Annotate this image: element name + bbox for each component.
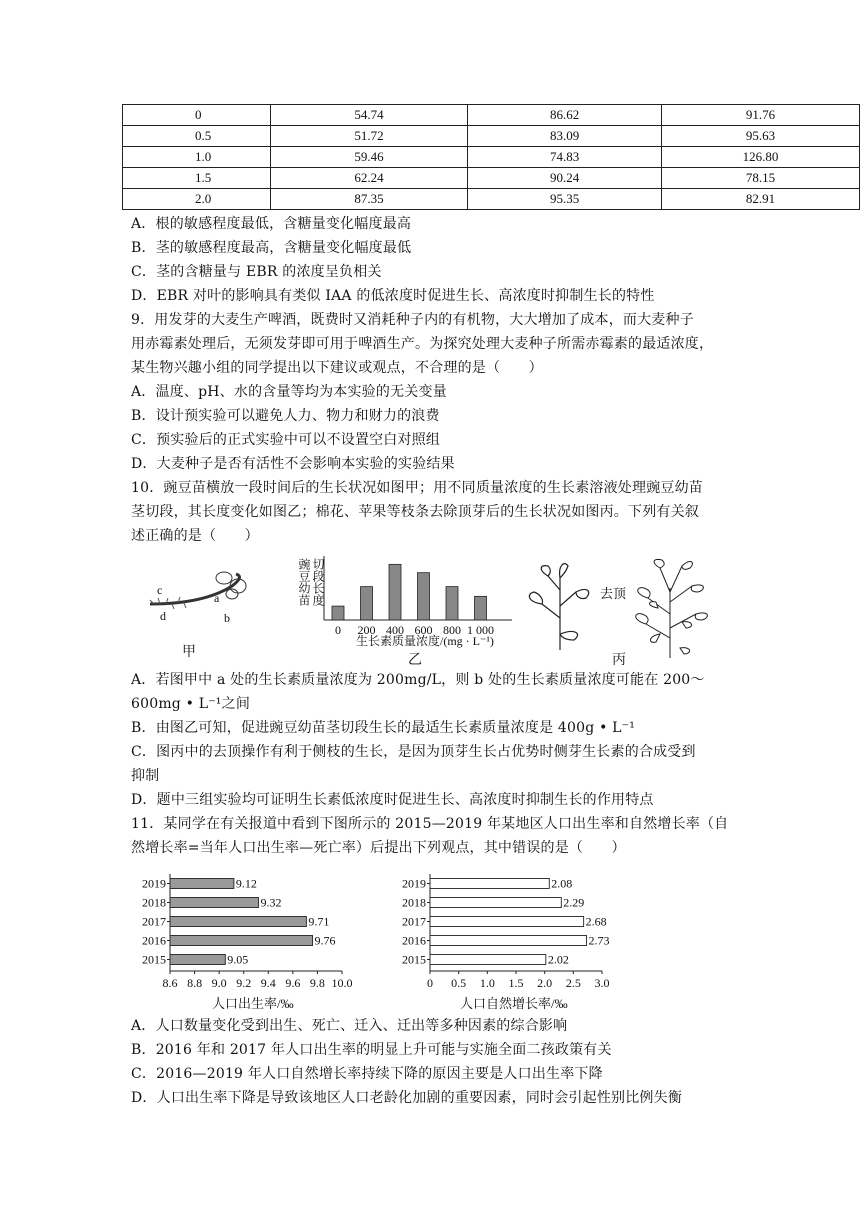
table-cell: 54.74 xyxy=(270,105,468,126)
table-cell: 74.83 xyxy=(468,147,662,168)
bing-label: 丙 xyxy=(612,653,626,666)
birth-x-tick-label: 8.8 xyxy=(187,976,203,990)
q11-option-a: A．人口数量变化受到出生、死亡、迁入、迁出等多种因素的综合影响 xyxy=(131,1018,568,1034)
birth-bar xyxy=(170,898,258,908)
q10-option-a-line2: 600mg • L⁻¹之间 xyxy=(131,696,251,712)
table-row xyxy=(123,147,860,168)
figure-bing xyxy=(520,558,720,666)
birth-value-label: 9.05 xyxy=(227,952,249,967)
table-row xyxy=(123,105,860,126)
yi-bar xyxy=(332,606,344,620)
birth-value-label: 9.12 xyxy=(235,876,257,891)
jia-letter-b: b xyxy=(224,611,230,625)
table-cell: 78.15 xyxy=(662,168,860,189)
birth-x-tick-label: 9.4 xyxy=(260,976,276,990)
table-row xyxy=(123,126,860,147)
q9-option-d: D．大麦种子是否有活性不会影响本实验的实验结果 xyxy=(131,456,455,472)
birth-value-label: 9.32 xyxy=(260,895,282,910)
yi-label: 乙 xyxy=(408,653,422,668)
yi-bar xyxy=(389,564,401,620)
growth-bar xyxy=(430,917,584,927)
table-cell: 86.62 xyxy=(468,105,662,126)
birth-year-label: 2019 xyxy=(142,876,166,891)
jia-letter-c: c xyxy=(157,583,163,597)
growth-rate-chart xyxy=(388,868,628,1012)
table-cell: 95.63 xyxy=(662,126,860,147)
q9-stem-line1: 9．用发芽的大麦生产啤酒，既费时又消耗种子内的有机物，大大增加了成本，而大麦种子 xyxy=(131,312,694,328)
table-row xyxy=(123,168,860,189)
plant-before xyxy=(529,564,588,650)
growth-x-tick-label: 1.5 xyxy=(508,976,524,990)
yi-tick-label: 400 xyxy=(386,623,404,637)
figure-jia xyxy=(140,560,280,664)
q9-stem-line2: 用赤霉素处理后，无须发芽即可用于啤酒生产。为探究处理大麦种子所需赤霉素的最适浓度， xyxy=(131,336,714,352)
birth-value-label: 9.76 xyxy=(314,933,336,948)
birth-year-label: 2016 xyxy=(142,933,166,948)
q10-stem-line3: 述正确的是（ ） xyxy=(131,528,259,544)
table-cell: 0 xyxy=(123,105,271,126)
q8-option-a: A．根的敏感程度最低，含糖量变化幅度最高 xyxy=(131,216,412,232)
growth-year-label: 2017 xyxy=(402,914,426,929)
growth-value-label: 2.73 xyxy=(588,933,610,948)
birth-x-tick-label: 8.6 xyxy=(162,976,178,990)
cut-label: 去顶 xyxy=(600,586,627,601)
yi-ylabel-line1: 豌豆幼苗 xyxy=(297,558,311,606)
birth-bar xyxy=(170,936,313,946)
q11-option-b: B．2016 年和 2017 年人口出生率的明显上升可能与实施全面二孩政策有关 xyxy=(131,1042,612,1058)
yi-bar xyxy=(418,573,430,620)
growth-year-label: 2019 xyxy=(402,876,426,891)
yi-tick-label: 1 000 xyxy=(467,623,494,637)
yi-tick-label: 200 xyxy=(357,623,376,637)
data-table xyxy=(122,104,860,210)
q8-option-c: C．茎的含糖量与 EBR 的浓度呈负相关 xyxy=(131,264,382,280)
growth-value-label: 2.02 xyxy=(547,952,569,967)
q10-option-c-line1: C．图丙中的去顶操作有利于侧枝的生长，是因为顶芽生长占优势时侧芽生长素的合成受到 xyxy=(131,744,696,760)
yi-ylabel-line2: 切段长度 xyxy=(311,558,325,606)
q10-option-d: D．题中三组实验均可证明生长素低浓度时促进生长、高浓度时抑制生长的作用特点 xyxy=(131,792,654,808)
yi-bar xyxy=(475,596,487,620)
growth-x-tick-label: 2.0 xyxy=(537,976,553,990)
figure-yi xyxy=(280,548,520,668)
table-cell: 51.72 xyxy=(270,126,468,147)
plant-after xyxy=(636,559,708,658)
yi-bar xyxy=(361,587,373,620)
growth-bar xyxy=(430,898,561,908)
growth-x-tick-label: 0.5 xyxy=(451,976,467,990)
q10-option-b: B．由图乙可知，促进豌豆幼苗茎切段生长的最适生长素质量浓度是 400g • L⁻¹ xyxy=(131,720,636,736)
q11-stem-line1: 11．某同学在有关报道中看到下图所示的 2015—2019 年某地区人口出生率和自然增长率（自 xyxy=(131,816,729,832)
growth-rate-plot xyxy=(402,874,610,990)
birth-rate-plot xyxy=(142,874,353,990)
growth-year-label: 2018 xyxy=(402,895,426,910)
yi-tick-label: 0 xyxy=(335,623,341,637)
table-cell: 90.24 xyxy=(468,168,662,189)
growth-x-tick-label: 0 xyxy=(427,976,433,990)
table-cell: 82.91 xyxy=(662,189,860,210)
yi-xlabel: 生长素质量浓度/(mg · L⁻¹) xyxy=(356,634,494,648)
q9-option-c: C．预实验后的正式实验中可以不设置空白对照组 xyxy=(131,432,441,448)
birth-x-tick-label: 9.2 xyxy=(236,976,252,990)
q10-stem-line2: 茎切段，其长度变化如图乙；棉花、苹果等枝条去除顶芽后的生长状况如图丙。下列有关叙 xyxy=(131,504,699,520)
jia-letter-d: d xyxy=(160,609,166,623)
table-cell: 1.5 xyxy=(123,168,271,189)
table-cell: 0.5 xyxy=(123,126,271,147)
birth-x-tick-label: 9.0 xyxy=(211,976,227,990)
q11-option-d: D．人口出生率下降是导致该地区人口老龄化加剧的重要因素，同时会引起性别比例失衡 xyxy=(131,1090,683,1106)
growth-value-label: 2.08 xyxy=(551,876,573,891)
growth-bar xyxy=(430,936,587,946)
q11-option-c: C．2016—2019 年人口自然增长率持续下降的原因主要是人口出生率下降 xyxy=(131,1066,603,1082)
growth-year-label: 2016 xyxy=(402,933,426,948)
birth-rate-xlabel: 人口出生率/‰ xyxy=(212,996,294,1011)
table-cell: 91.76 xyxy=(662,105,860,126)
yi-tick-label: 800 xyxy=(443,623,461,637)
jia-label: 甲 xyxy=(182,645,196,660)
yi-plot xyxy=(324,556,512,637)
birth-bar xyxy=(170,879,234,889)
yi-tick-label: 600 xyxy=(414,623,433,637)
birth-bar xyxy=(170,917,306,927)
q10-stem-line1: 10．豌豆苗横放一段时间后的生长状况如图甲；用不同质量浓度的生长素溶液处理豌豆幼苗 xyxy=(131,480,704,496)
q10-option-a-line1: A．若图甲中 a 处的生长素质量浓度为 200mg/L，则 b 处的生长素质量浓度可能在 200～ xyxy=(131,672,705,688)
table-cell: 1.0 xyxy=(123,147,271,168)
growth-bar xyxy=(430,955,546,965)
growth-bar xyxy=(430,879,549,889)
table-cell: 95.35 xyxy=(468,189,662,210)
growth-rate-xlabel: 人口自然增长率/‰ xyxy=(460,996,568,1011)
q8-option-b: B．茎的敏感程度最高，含糖量变化幅度最低 xyxy=(131,240,412,256)
birth-year-label: 2018 xyxy=(142,895,166,910)
seedling-leaf-1 xyxy=(216,572,232,584)
birth-x-tick-label: 10.0 xyxy=(331,976,353,990)
birth-rate-chart xyxy=(128,868,368,1012)
q8-option-d: D．EBR 对叶的影响具有类似 IAA 的低浓度时促进生长、高浓度时抑制生长的特性 xyxy=(131,288,655,304)
q9-option-a: A．温度、pH、水的含量等均为本实验的无关变量 xyxy=(131,384,447,400)
growth-x-tick-label: 3.0 xyxy=(594,976,610,990)
table-row xyxy=(123,189,860,210)
q10-option-c-line2: 抑制 xyxy=(131,768,160,784)
table-cell: 59.46 xyxy=(270,147,468,168)
growth-x-tick-label: 2.5 xyxy=(565,976,581,990)
jia-letter-a: a xyxy=(214,591,220,605)
yi-bar xyxy=(446,587,458,620)
growth-value-label: 2.29 xyxy=(563,895,585,910)
q9-stem-line3: 某生物兴趣小组的同学提出以下建议或观点，不合理的是（ ） xyxy=(131,360,543,376)
table-cell: 87.35 xyxy=(270,189,468,210)
growth-year-label: 2015 xyxy=(402,952,426,967)
birth-x-tick-label: 9.8 xyxy=(309,976,325,990)
birth-value-label: 9.71 xyxy=(308,914,330,929)
q11-stem-line2: 然增长率=当年人口出生率—死亡率）后提出下列观点，其中错误的是（ ） xyxy=(131,840,626,856)
q9-option-b: B．设计预实验可以避免人力、物力和财力的浪费 xyxy=(131,408,440,424)
seedling-stem xyxy=(150,574,239,604)
growth-value-label: 2.68 xyxy=(585,914,607,929)
table-cell: 126.80 xyxy=(662,147,860,168)
birth-year-label: 2017 xyxy=(142,914,166,929)
birth-bar xyxy=(170,955,225,965)
table-cell: 62.24 xyxy=(270,168,468,189)
birth-year-label: 2015 xyxy=(142,952,166,967)
table-cell: 2.0 xyxy=(123,189,271,210)
table-cell: 83.09 xyxy=(468,126,662,147)
birth-x-tick-label: 9.6 xyxy=(285,976,301,990)
growth-x-tick-label: 1.0 xyxy=(479,976,495,990)
